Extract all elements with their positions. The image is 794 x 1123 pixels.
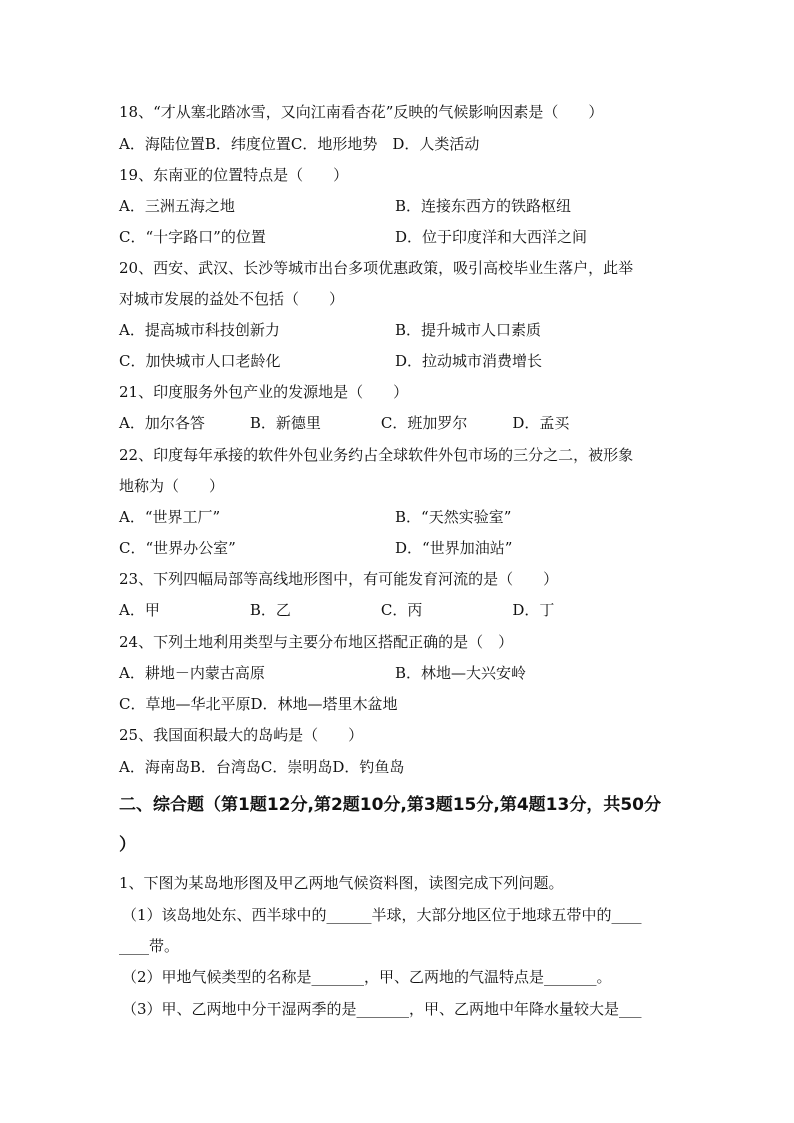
question-19-option-d: D．位于印度洋和大西洋之间 [395,228,588,246]
question-20-option-b: B．提升城市人口素质 [395,321,542,339]
section-2-heading-cont: ） [119,835,136,855]
question-21-options: A．加尔各答 B．新德里 C．班加罗尔 D．孟买 [119,414,570,432]
question-20-option-d: D．拉动城市消费增长 [395,352,543,370]
question-20-stem-line2: 对城市发展的益处不包括（ ） [119,290,345,308]
question-20-options-row1 [119,320,679,340]
section-2-heading: 二、综合题（第1题12分,第2题10分,第3题15分,第4题13分，共50分 [119,795,661,815]
comp-1-part-2: （2）甲地气候类型的名称是_______，甲、乙两地的气温特点是_______。 [122,968,612,986]
question-19-stem: 19、东南亚的位置特点是（ ） [119,166,349,184]
question-21-stem: 21、印度服务外包产业的发源地是（ ） [119,383,409,401]
question-24-stem: 24、下列土地利用类型与主要分布地区搭配正确的是（ ） [119,633,514,651]
question-24-options-row2: C．草地—华北平原D．林地—塔里木盆地 [119,695,398,713]
comp-1-stem: 1、下图为某岛地形图及甲乙两地气候资料图，读图完成下列问题。 [119,874,564,892]
question-18-stem: 18、“才从塞北踏冰雪，又向江南看杏花”反映的气候影响因素是（ ） [119,103,604,121]
comp-1-part-1-line2: ____带。 [119,937,180,955]
question-18-options: A．海陆位置B．纬度位置C．地形地势 D．人类活动 [119,135,480,153]
question-22-option-c: C．“世界办公室” [119,539,236,557]
question-20-option-a: A．提高城市科技创新力 [119,321,280,339]
question-25-options: A．海南岛B．台湾岛C．崇明岛D．钓鱼岛 [119,758,405,776]
question-19-option-a: A．三洲五海之地 [119,197,235,215]
question-19-option-b: B．连接东西方的铁路枢纽 [395,197,572,215]
question-20-options-row2 [119,351,679,371]
question-19-options-row2 [119,227,679,247]
question-23-options: A．甲 B．乙 C．丙 D．丁 [119,601,555,619]
comp-1-part-3: （3）甲、乙两地中分干湿两季的是_______，甲、乙两地中年降水量较大是___ [122,1000,642,1018]
question-22-stem-line2: 地称为（ ） [119,477,225,495]
question-24-options-row1 [119,663,679,683]
question-23-stem: 23、下列四幅局部等高线地形图中，有可能发育河流的是（ ） [119,570,559,588]
question-19-options-row1 [119,196,679,216]
comp-1-part-1-line1: （1）该岛地处东、西半球中的______半球，大部分地区位于地球五带中的____ [122,906,642,924]
question-22-option-b: B．“天然实验室” [395,508,512,526]
question-22-options-row2 [119,538,679,558]
question-22-option-d: D．“世界加油站” [395,539,513,557]
question-24-option-b: B．林地—大兴安岭 [395,664,527,682]
question-20-stem-line1: 20、西安、武汉、长沙等城市出台多项优惠政策，吸引高校毕业生落户，此举 [119,259,634,277]
question-22-stem-line1: 22、印度每年承接的软件外包业务约占全球软件外包市场的三分之二，被形象 [119,446,634,464]
question-19-option-c: C．“十字路口”的位置 [119,228,266,246]
question-20-option-c: C．加快城市人口老龄化 [119,352,281,370]
question-22-option-a: A．“世界工厂” [119,508,221,526]
question-25-stem: 25、我国面积最大的岛屿是（ ） [119,726,364,744]
question-22-options-row1 [119,507,679,527]
question-24-option-a: A．耕地－内蒙古高原 [119,664,265,682]
